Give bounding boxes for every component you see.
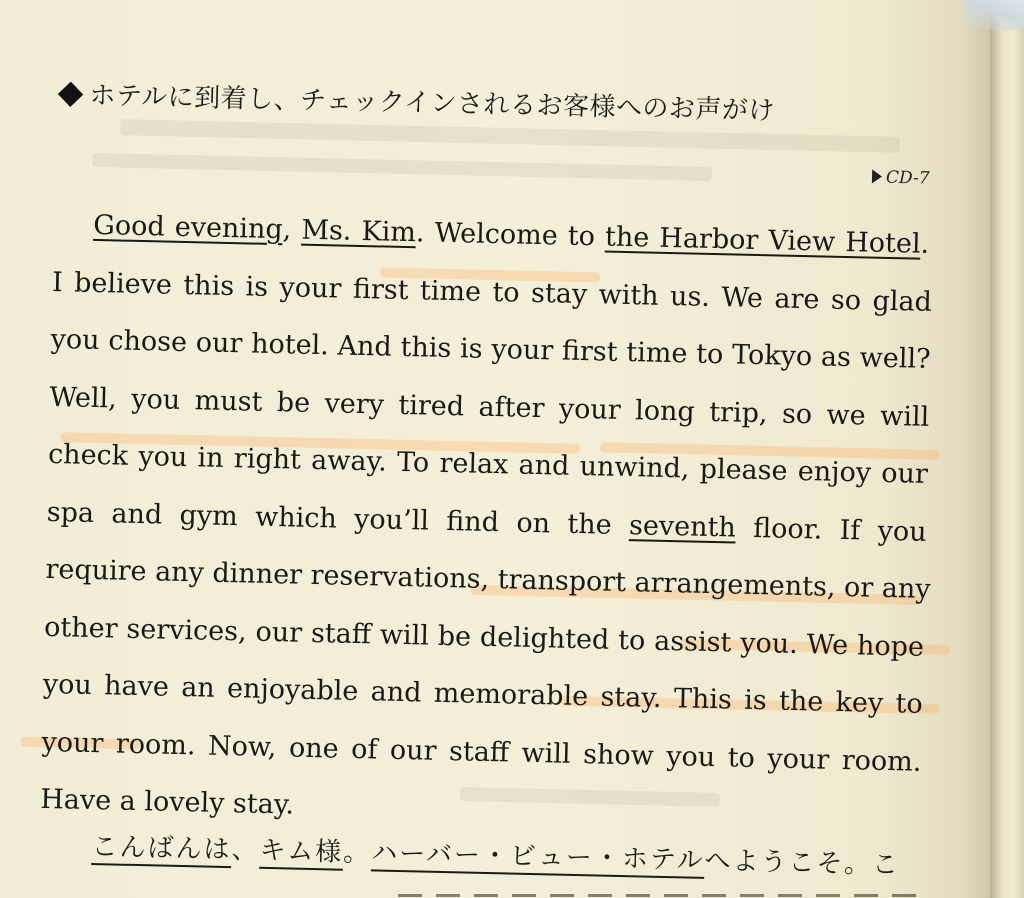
passage-text: spa and gym which you’ll find on the [46, 496, 630, 541]
passage-text: , [282, 214, 302, 246]
underlined-phrase: the Harbor View Hotel [604, 221, 921, 260]
passage-text: . [920, 228, 930, 260]
underlined-phrase: Good evening [92, 209, 284, 246]
passage-line: check you in right away. To relax and unwind, please enjoy our [47, 438, 929, 490]
translation-text: へようこそ。こ [704, 845, 901, 881]
cut-off-text-line [398, 884, 958, 898]
passage-line: I believe this is your first time to stay with us. We are so glad [51, 266, 933, 318]
underlined-phrase: こんばんは [91, 831, 232, 866]
passage-text: floor. If you [735, 512, 927, 548]
underlined-phrase: Ms. Kim [301, 214, 417, 249]
section-heading-text: ホテルに到着し、チェックインされるお客様へのお声がけ [89, 80, 776, 127]
passage-line: Have a lovely stay. [39, 783, 295, 821]
passage-line: you chose our hotel. And this is your first time to Tokyo as well? [50, 323, 931, 375]
translation-text: 。 [342, 837, 372, 869]
underlined-phrase: ハーバー・ビュー・ホテル [370, 838, 705, 876]
diamond-bullet-icon [58, 82, 83, 107]
audio-track-text: CD-7 [885, 167, 930, 189]
passage-line: require any dinner reservations, transport arrangements, or any [45, 553, 931, 605]
english-passage [40, 196, 954, 849]
translation-text: 、 [231, 835, 260, 866]
underlined-phrase: seventh [628, 509, 737, 544]
passage-line: you have an enjoyable and memorable stay. This is the key to [42, 668, 924, 720]
passage-text: . Welcome to [415, 217, 606, 253]
background-corner [964, 0, 1024, 30]
play-triangle-icon [872, 169, 882, 183]
audio-track-label [872, 167, 930, 188]
page-stack-edge [990, 0, 1024, 898]
bleed-through-mark [92, 153, 712, 181]
passage-line: your room. Now, one of our staff will show you to your room. [41, 726, 922, 778]
passage-line: other services, our staff will be delighted to assist you. We hope [43, 611, 925, 663]
passage-line: Well, you must be very tired after your long trip, so we will [49, 381, 930, 433]
underlined-phrase: キム様 [259, 835, 344, 868]
